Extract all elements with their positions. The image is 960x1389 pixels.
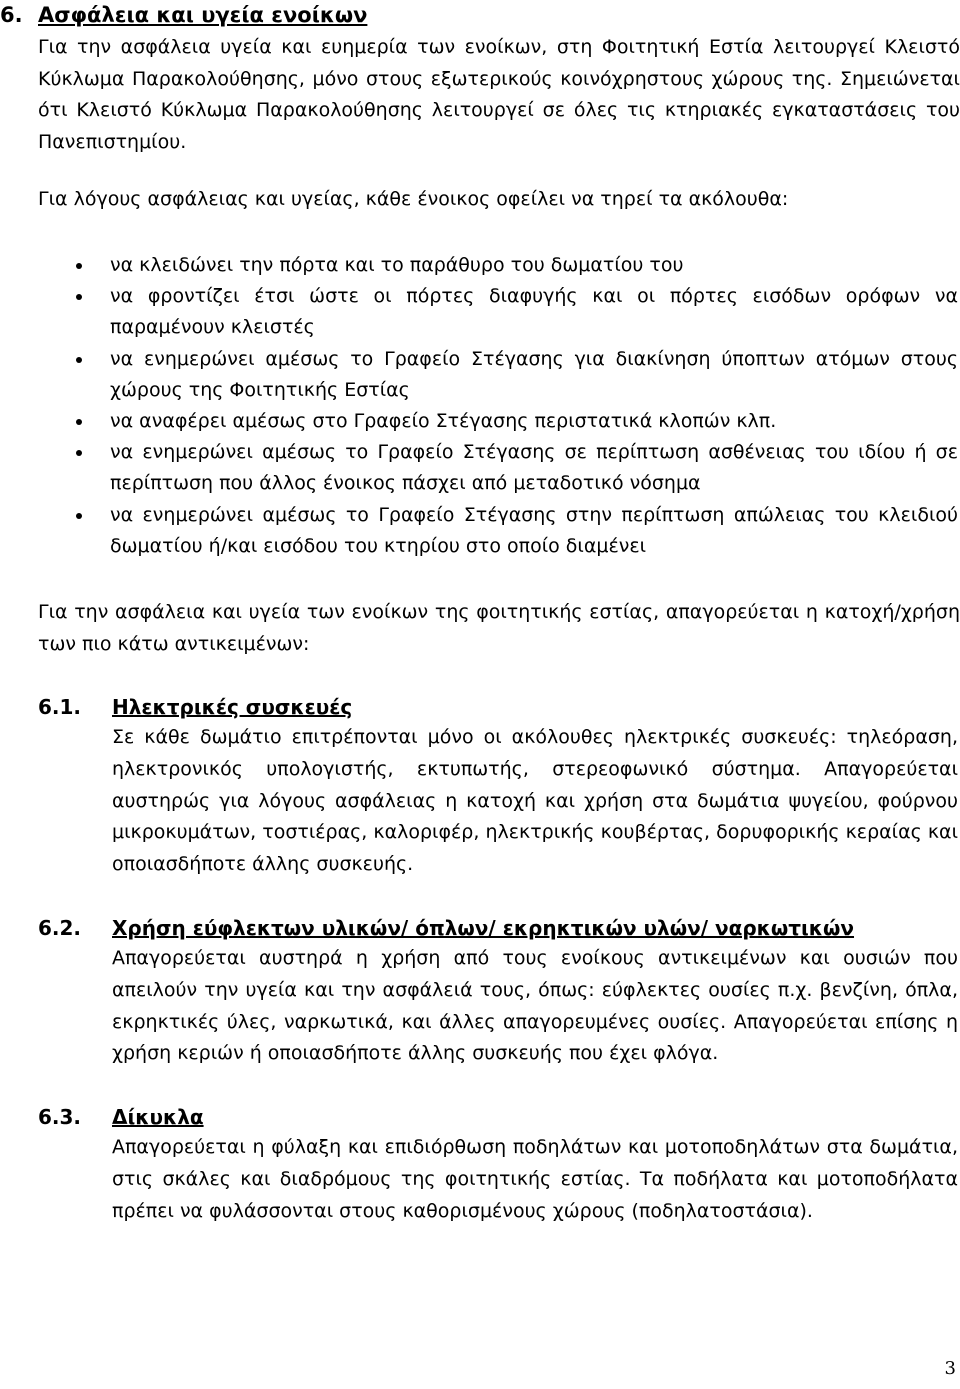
rule-text: να ενημερώνει αμέσως το Γραφείο Στέγασης για διακίνηση ύποπτων ατόμων στους χώρους της Φοιτητικής Εστίας <box>110 347 958 401</box>
bullet-icon <box>76 450 82 456</box>
bullet-icon <box>76 263 82 269</box>
bullet-icon <box>76 419 82 425</box>
subsection-number: 6.2. <box>38 916 82 940</box>
subsection-text: Απαγορεύεται αυστηρά η χρήση από τους ενοίκους αντικειμένων και ουσιών που απειλούν την υγεία και την ασφάλειά τους, όπως: εύφλεκτες ουσίες π.χ. βενζίνη, όπλα, εκρηκτικές ύλες, ναρκωτικά, και άλλες απαγορευμένες ουσίες. Απαγορεύεται επίσης η χρήση κεριών ή οποιασδήποτε άλλης συσκευής που έχει φλόγα. <box>112 947 958 1065</box>
subsection-heading <box>0 913 960 943</box>
subsection-number: 6.1. <box>38 695 82 719</box>
page-number: 3 <box>944 1358 956 1379</box>
bullet-icon <box>76 294 82 300</box>
rule-text: να αναφέρει αμέσως στο Γραφείο Στέγασης περιστατικά κλοπών κλπ. <box>110 410 777 433</box>
intro-paragraph: Για την ασφάλεια υγεία και ευημερία των ενοίκων, στη Φοιτητική Εστία λειτουργεί Κλειστό Κύκλωμα Παρακολούθησης, μόνο στους εξωτερικούς κοινόχρηστους χώρους της. Σημειώνεται ότι Κλειστό Κύκλωμα Παρακολούθησης λειτουργεί σε όλες τις κτηριακές εγκαταστάσεις του Πανεπιστημίου. <box>38 36 960 153</box>
subsection-6-1 <box>0 692 960 881</box>
rules-intro-paragraph: Για λόγους ασφάλειας και υγείας, κάθε ένοικος οφείλει να τηρεί τα ακόλουθα: <box>38 188 789 210</box>
forbidden-intro-paragraph: Για την ασφάλεια και υγεία των ενοίκων της φοιτητικής εστίας, απαγορεύεται η κατοχή/χρήση των πιο κάτω αντικειμένων: <box>38 601 960 655</box>
list-item <box>0 250 960 281</box>
subsection-number: 6.3. <box>38 1105 82 1129</box>
rule-text: να ενημερώνει αμέσως το Γραφείο Στέγασης σε περίπτωση ασθένειας του ιδίου ή σε περίπτωση που άλλος ένοικος πάσχει από μεταδοτικό νόσημα <box>110 441 958 495</box>
subsection-heading <box>0 1102 960 1132</box>
list-item <box>0 500 960 562</box>
rule-text: να φροντίζει έτσι ώστε οι πόρτες διαφυγής και οι πόρτες εισόδων ορόφων να παραμένουν κλειστές <box>110 285 958 339</box>
subsection-text: Απαγορεύεται η φύλαξη και επιδιόρθωση ποδηλάτων και μοτοποδηλάτων στα δωμάτια, στις σκάλες και διαδρόμους της φοιτητικής εστίας. Τα ποδήλατα και μοτοποδήλατα πρέπει να φυλάσσονται στους καθορισμένους χώρους (ποδηλατοστάσια). <box>112 1136 958 1222</box>
bullet-icon <box>76 513 82 519</box>
subsection-text: Σε κάθε δωμάτιο επιτρέπονται μόνο οι ακόλουθες ηλεκτρικές συσκευές: τηλεόραση, ηλεκτρονικός υπολογιστής, εκτυπωτής, στερεοφωνικό σύστημα. Απαγορεύεται αυστηρώς για λόγους ασφάλειας η κατοχή και χρήση στα δωμάτια ψυγείου, φούρνου μικροκυμάτων, τοστιέρας, καλοριφέρ, ηλεκτρικής κουβέρτας, δορυφορικής κεραίας και οποιασδήποτε άλλης συσκευής. <box>112 726 958 876</box>
subsection-title: Δίκυκλα <box>112 1105 204 1129</box>
rule-text: να κλειδώνει την πόρτα και το παράθυρο του δωματίου του <box>110 254 684 276</box>
subsection-title: Ηλεκτρικές συσκευές <box>112 695 353 719</box>
list-item <box>0 281 960 343</box>
list-item <box>0 437 960 499</box>
rules-list <box>0 250 960 562</box>
list-item <box>0 344 960 406</box>
bullet-icon <box>76 357 82 363</box>
rule-text: να ενημερώνει αμέσως το Γραφείο Στέγασης στην περίπτωση απώλειας του κλειδιού δωματίου ή/και εισόδου του κτηρίου στο οποίο διαμένει <box>110 503 958 557</box>
subsection-title: Χρήση εύφλεκτων υλικών/ όπλων/ εκρηκτικών υλών/ ναρκωτικών <box>112 916 855 940</box>
subsection-6-2 <box>0 913 960 1070</box>
list-item <box>0 406 960 437</box>
section-title: Ασφάλεια και υγεία ενοίκων <box>38 3 368 27</box>
subsection-heading <box>0 692 960 722</box>
subsection-6-3 <box>0 1102 960 1227</box>
section-number: 6. <box>0 3 23 27</box>
